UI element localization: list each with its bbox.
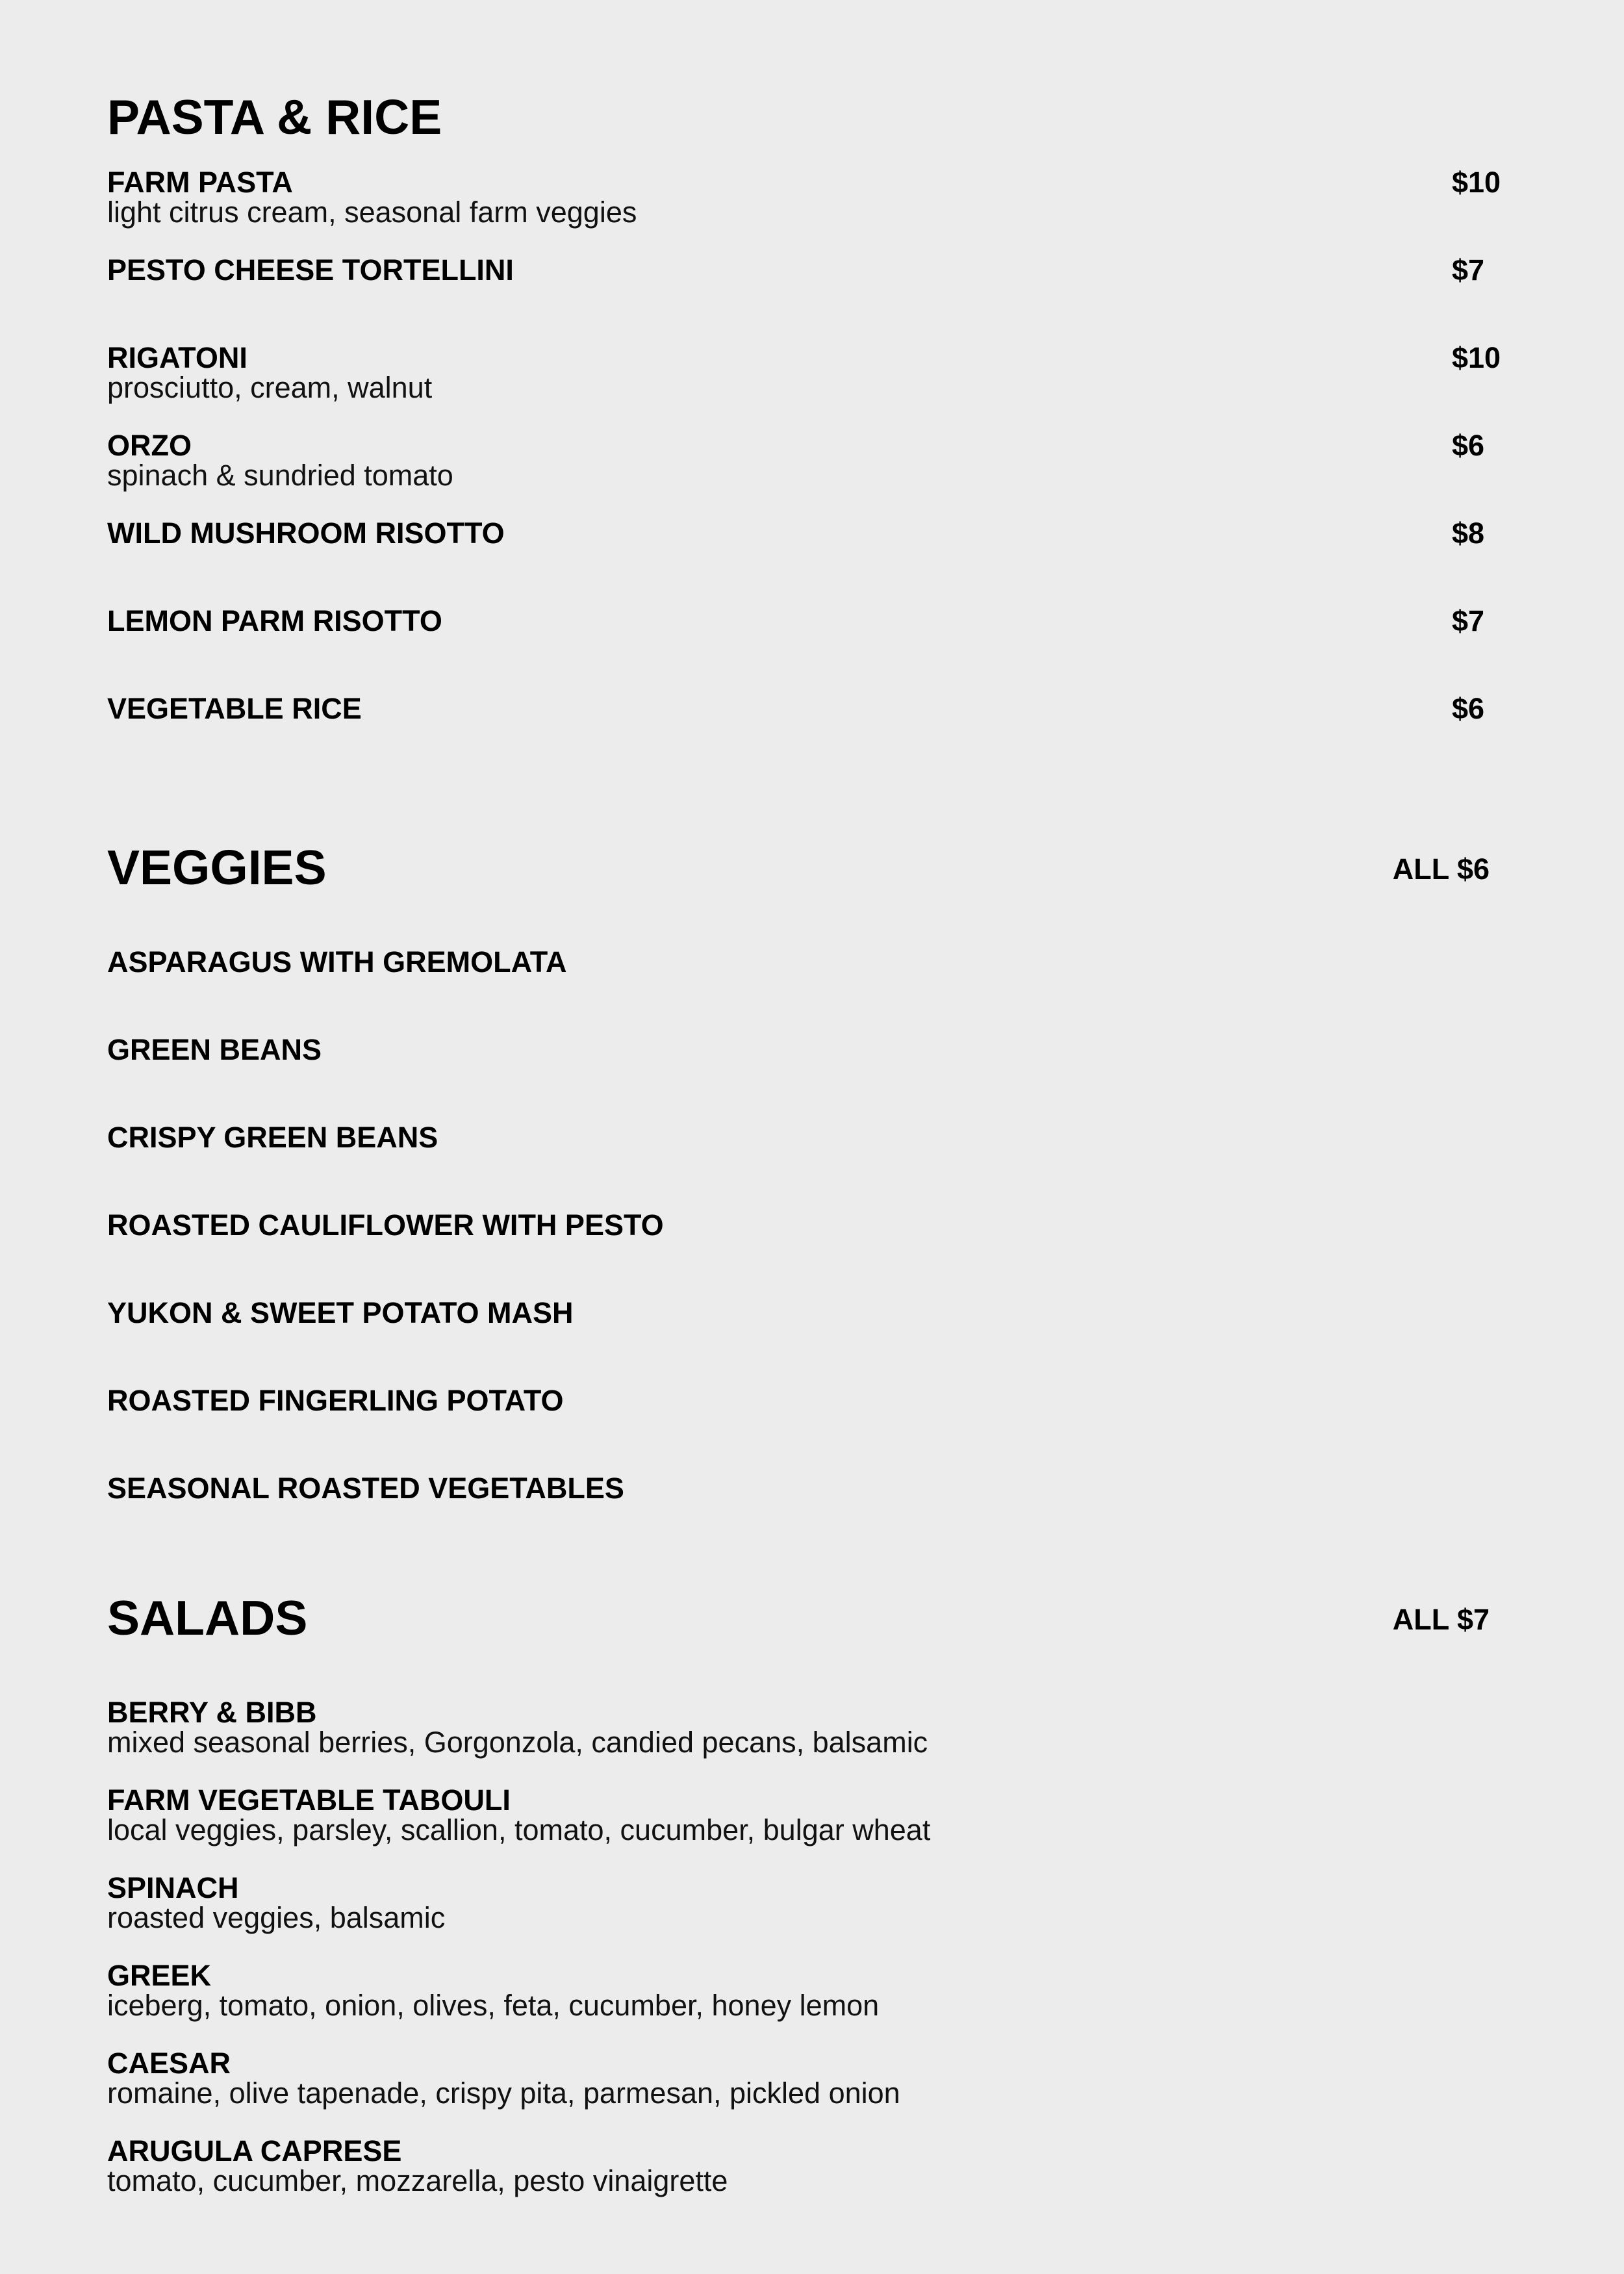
item-name: ASPARAGUS WITH GREMOLATA xyxy=(107,945,567,978)
item-name: RIGATONI xyxy=(107,341,247,374)
menu-item xyxy=(107,429,1504,507)
item-name: VEGETABLE RICE xyxy=(107,692,362,725)
menu-item xyxy=(107,692,1504,770)
menu-item xyxy=(107,2047,1504,2125)
item-name: LEMON PARM RISOTTO xyxy=(107,604,442,637)
item-name: ROASTED CAULIFLOWER WITH PESTO xyxy=(107,1208,664,1242)
veggies-header xyxy=(107,838,1504,897)
menu-item xyxy=(107,1696,1504,1774)
salads-header xyxy=(107,1589,1504,1647)
item-name: CAESAR xyxy=(107,2047,231,2080)
item-price: $10 xyxy=(1452,166,1501,199)
menu-item xyxy=(107,1296,1504,1374)
menu-item xyxy=(107,945,1504,1023)
pasta-rice-section xyxy=(107,88,1504,146)
salads-section xyxy=(107,1589,1504,1647)
item-name: SEASONAL ROASTED VEGETABLES xyxy=(107,1472,624,1505)
item-name: ROASTED FINGERLING POTATO xyxy=(107,1384,564,1417)
item-description: roasted veggies, balsamic xyxy=(107,1901,446,1934)
section-title: PASTA & RICE xyxy=(107,90,442,144)
item-name: YUKON & SWEET POTATO MASH xyxy=(107,1296,574,1329)
menu-item xyxy=(107,1472,1504,1550)
item-description: iceberg, tomato, onion, olives, feta, cucumber, honey lemon xyxy=(107,1989,880,2022)
item-price: $7 xyxy=(1452,253,1485,287)
pasta-rice-header xyxy=(107,88,1504,146)
item-name: SPINACH xyxy=(107,1871,239,1904)
menu-item xyxy=(107,1384,1504,1462)
veggies-section xyxy=(107,838,1504,897)
menu-item xyxy=(107,517,1504,594)
menu-item xyxy=(107,2134,1504,2212)
item-name: PESTO CHEESE TORTELLINI xyxy=(107,253,514,287)
item-price: $7 xyxy=(1452,604,1485,637)
item-name: ARUGULA CAPRESE xyxy=(107,2134,402,2167)
item-description: light citrus cream, seasonal farm veggies xyxy=(107,196,637,229)
section-title: SALADS xyxy=(107,1591,308,1645)
item-name: GREEK xyxy=(107,1959,212,1992)
menu-item xyxy=(107,1033,1504,1111)
item-name: BERRY & BIBB xyxy=(107,1696,317,1729)
item-description: local veggies, parsley, scallion, tomato, cucumber, bulgar wheat xyxy=(107,1813,931,1846)
item-name: FARM VEGETABLE TABOULI xyxy=(107,1783,511,1817)
menu-item xyxy=(107,1783,1504,1861)
item-description: mixed seasonal berries, Gorgonzola, candied pecans, balsamic xyxy=(107,1726,928,1759)
item-price: $10 xyxy=(1452,341,1501,374)
menu-item xyxy=(107,1121,1504,1199)
item-description: romaine, olive tapenade, crispy pita, parmesan, pickled onion xyxy=(107,2076,900,2110)
menu-item xyxy=(107,166,1504,244)
section-price-note: ALL $6 xyxy=(1392,852,1490,886)
item-price: $6 xyxy=(1452,692,1485,725)
item-description: tomato, cucumber, mozzarella, pesto vinaigrette xyxy=(107,2164,728,2197)
menu-item xyxy=(107,1959,1504,2037)
item-description: spinach & sundried tomato xyxy=(107,459,453,492)
item-name: GREEN BEANS xyxy=(107,1033,322,1066)
menu-item xyxy=(107,253,1504,331)
item-name: CRISPY GREEN BEANS xyxy=(107,1121,438,1154)
item-price: $6 xyxy=(1452,429,1485,462)
item-name: ORZO xyxy=(107,429,192,462)
item-name: FARM PASTA xyxy=(107,166,293,199)
item-name: WILD MUSHROOM RISOTTO xyxy=(107,517,505,550)
menu-item xyxy=(107,1208,1504,1286)
item-price: $8 xyxy=(1452,517,1485,550)
item-description: prosciutto, cream, walnut xyxy=(107,371,433,404)
section-title: VEGGIES xyxy=(107,840,327,895)
menu-item xyxy=(107,1871,1504,1949)
menu-item xyxy=(107,341,1504,419)
menu-item xyxy=(107,604,1504,682)
section-price-note: ALL $7 xyxy=(1392,1603,1490,1636)
